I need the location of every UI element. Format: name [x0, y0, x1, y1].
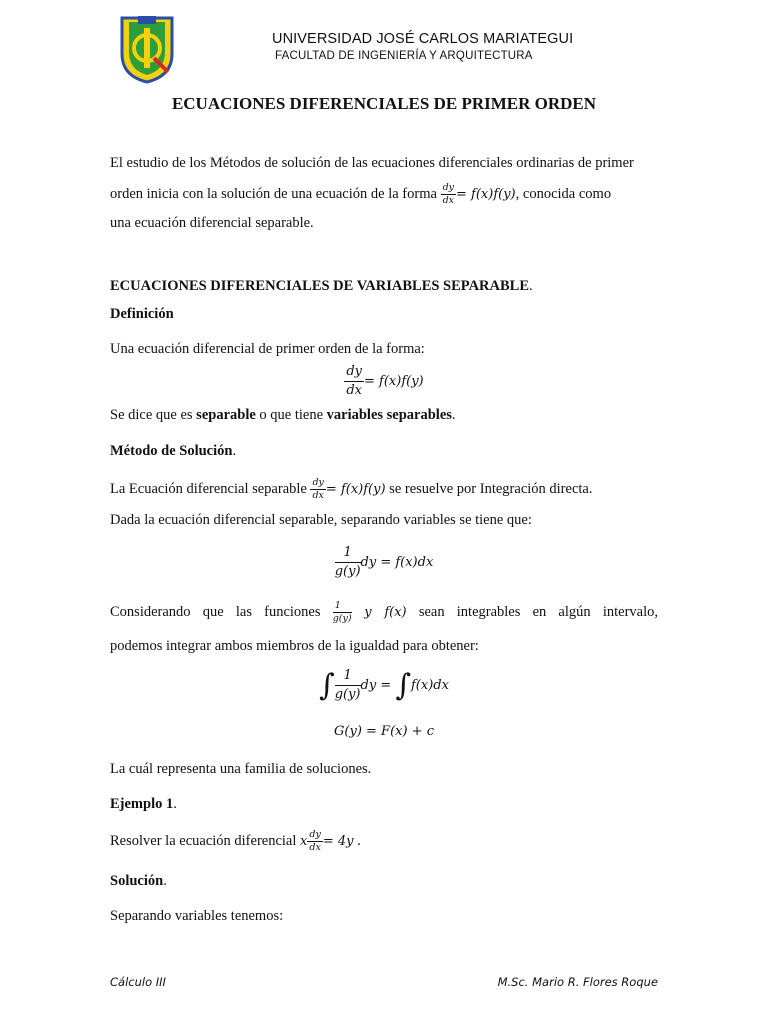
university-shield-icon	[118, 14, 176, 84]
intro-line-2-text: orden inicia con la solución de una ecuación de la forma	[110, 186, 437, 202]
intro-line-2-end: , conocida como	[515, 186, 612, 202]
general-solution: G(y) = F(x) + c	[334, 724, 434, 739]
university-logo	[118, 14, 176, 84]
method-line-3: Considerando que las funciones $\frac{1}{g(y)}$ y f(x) sean integrables en algún intervalo,	[110, 600, 658, 624]
separating-text: Separando variables tenemos:	[110, 908, 284, 924]
example-heading: Ejemplo 1.	[110, 796, 177, 812]
method-heading: Método de Solución.	[110, 443, 237, 459]
separated-equation: $\frac{1}{g(y)}$ dy = f(x)dx	[334, 545, 434, 579]
family-statement: La cuál representa una familia de soluciones.	[110, 761, 372, 777]
example-statement: Resolver la ecuación diferencial x $\frac{dy}{dx}$ = 4y .	[110, 829, 361, 853]
inline-equation: $\frac{dy}{dx}$ = f(x)f(y)	[442, 182, 516, 206]
faculty-name: FACULTAD DE INGENIERÍA Y ARQUITECTURA	[275, 50, 533, 62]
definition-equation: $\frac{dy}{dx}$ = f(x)f(y)	[346, 364, 424, 398]
intro-line-2	[110, 181, 658, 208]
separable-statement: Se dice que es separable o que tiene variables separables.	[110, 407, 456, 423]
intro-line-3: una ecuación diferencial separable.	[110, 215, 314, 231]
footer-author: M.Sc. Mario R. Flores Roque	[497, 975, 658, 989]
section-heading: ECUACIONES DIFERENCIALES DE VARIABLES SEPARABLE.	[110, 278, 533, 294]
method-line-2: Dada la ecuación diferencial separable, separando variables se tiene que:	[110, 512, 532, 528]
definition-text: Una ecuación diferencial de primer orden de la forma:	[110, 341, 425, 357]
fraction-dy-dx: $\frac{dy}{dx}$	[442, 182, 455, 206]
page-title: ECUACIONES DIFERENCIALES DE PRIMER ORDEN	[171, 94, 597, 113]
method-line-4: podemos integrar ambos miembros de la igualdad para obtener:	[110, 638, 479, 654]
intro-line-1: El estudio de los Métodos de solución de las ecuaciones diferenciales ordinarias de primer	[110, 155, 634, 171]
integral-equation: ∫ $\frac{1}{g(y)}$ dy = ∫f(x)dx	[319, 668, 449, 703]
university-name: UNIVERSIDAD JOSÉ CARLOS MARIATEGUI	[272, 31, 574, 47]
solution-heading: Solución.	[110, 873, 167, 889]
definition-heading: Definición	[110, 306, 174, 322]
method-line-1: La Ecuación diferencial separable $\frac{dy}{dx}$ = f(x)f(y) se resuelve por Integración directa.	[110, 477, 593, 501]
footer-course: Cálculo III	[110, 975, 166, 989]
